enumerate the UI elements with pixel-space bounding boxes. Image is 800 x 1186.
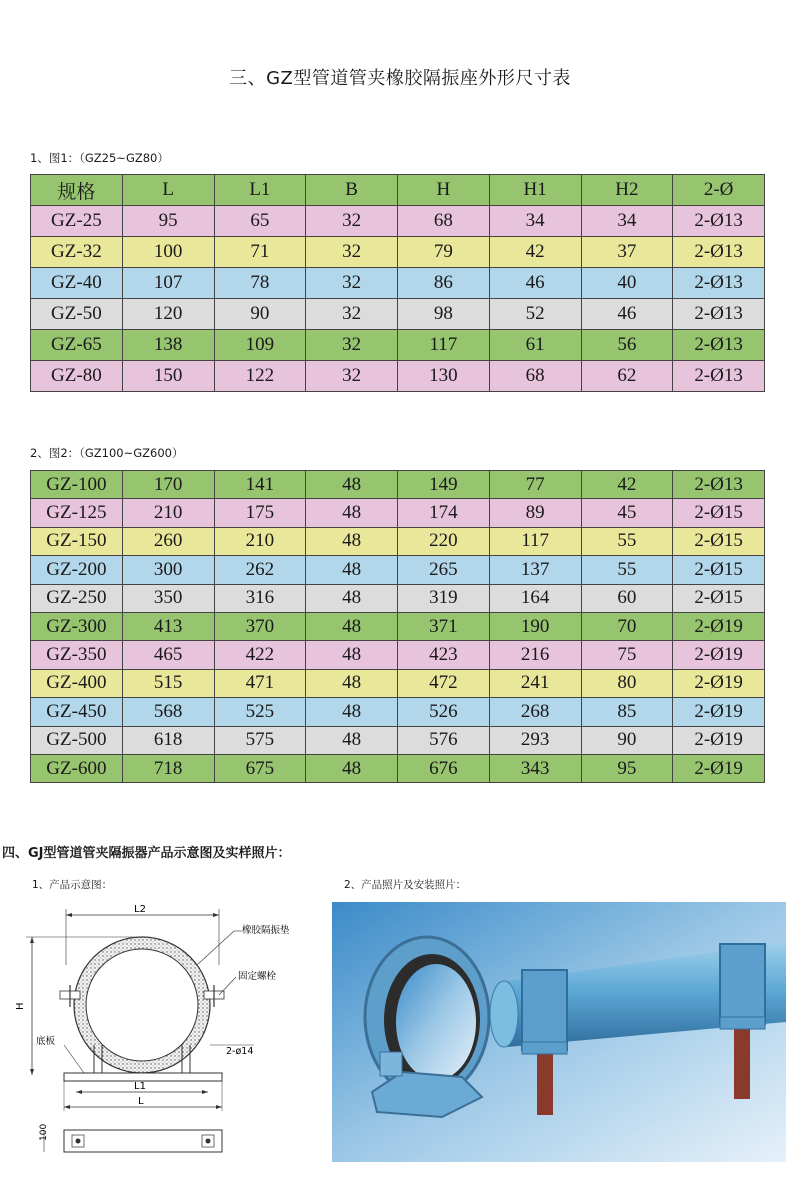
table-cell: 2-Ø13: [673, 268, 765, 299]
table-cell: 70: [581, 612, 673, 640]
spec-model-cell: GZ-32: [31, 237, 123, 268]
spec-model-cell: GZ-400: [31, 669, 123, 697]
base-plate-callout: 底板: [36, 1036, 56, 1047]
figure1-label: 1、图1：（GZ25~GZ80）: [30, 151, 169, 165]
table-cell: 90: [214, 299, 306, 330]
table-cell: 32: [306, 206, 398, 237]
table-cell: 2-Ø13: [673, 361, 765, 392]
rubber-pad-callout: 橡胶隔振垫: [242, 925, 290, 936]
header-cell: L: [122, 175, 214, 206]
table-cell: 2-Ø15: [673, 556, 765, 584]
table-cell: 2-Ø19: [673, 669, 765, 697]
table-row: [31, 698, 765, 726]
table-cell: 371: [398, 612, 490, 640]
table-cell: 350: [122, 584, 214, 612]
table-cell: 241: [489, 669, 581, 697]
table-cell: 300: [122, 556, 214, 584]
spec-model-cell: GZ-500: [31, 726, 123, 754]
table-row: [31, 641, 765, 669]
h-label: H: [15, 1002, 26, 1010]
table-cell: 2-Ø19: [673, 754, 765, 782]
table-cell: 48: [306, 612, 398, 640]
table-cell: 34: [489, 206, 581, 237]
table-cell: 37: [581, 237, 673, 268]
table-cell: 141: [214, 471, 306, 499]
table-row: [31, 527, 765, 555]
table-cell: 98: [398, 299, 490, 330]
table-cell: 2-Ø13: [673, 206, 765, 237]
spec-model-cell: GZ-250: [31, 584, 123, 612]
table-cell: 55: [581, 556, 673, 584]
table-cell: 293: [489, 726, 581, 754]
table-cell: 48: [306, 527, 398, 555]
table-cell: 40: [581, 268, 673, 299]
table-cell: 32: [306, 330, 398, 361]
table-cell: 210: [122, 499, 214, 527]
spec-model-cell: GZ-450: [31, 698, 123, 726]
table-cell: 32: [306, 237, 398, 268]
table-cell: 77: [489, 471, 581, 499]
table-cell: 164: [489, 584, 581, 612]
table-row: [31, 361, 765, 392]
spec-model-cell: GZ-100: [31, 471, 123, 499]
spec-model-cell: GZ-300: [31, 612, 123, 640]
header-cell: B: [306, 175, 398, 206]
table-cell: 2-Ø13: [673, 299, 765, 330]
table-row: [31, 556, 765, 584]
table-cell: 2-Ø19: [673, 612, 765, 640]
table-cell: 32: [306, 361, 398, 392]
hole-callout: 2-ø14: [226, 1046, 254, 1057]
table-cell: 413: [122, 612, 214, 640]
header-cell: 规格: [31, 175, 123, 206]
table-cell: 120: [122, 299, 214, 330]
table-cell: 150: [122, 361, 214, 392]
table-cell: 48: [306, 726, 398, 754]
schematic-label: 1、产品示意图：: [32, 879, 113, 891]
table-row: [31, 330, 765, 361]
table-cell: 2-Ø19: [673, 726, 765, 754]
figure2-label: 2、图2：（GZ100~GZ600）: [30, 446, 184, 460]
table-cell: 122: [214, 361, 306, 392]
l1-dimension: [76, 1081, 208, 1094]
table-cell: 2-Ø15: [673, 499, 765, 527]
table-cell: 107: [122, 268, 214, 299]
table-cell: 268: [489, 698, 581, 726]
table-cell: 718: [122, 754, 214, 782]
spec-table-2: [30, 470, 765, 783]
table-cell: 2-Ø19: [673, 641, 765, 669]
table-cell: 190: [489, 612, 581, 640]
table-cell: 216: [489, 641, 581, 669]
spec-model-cell: GZ-200: [31, 556, 123, 584]
table-cell: 61: [489, 330, 581, 361]
header-cell: 2-Ø: [673, 175, 765, 206]
table-cell: 130: [398, 361, 490, 392]
table-cell: 52: [489, 299, 581, 330]
table-cell: 265: [398, 556, 490, 584]
table-cell: 2-Ø15: [673, 527, 765, 555]
table-cell: 370: [214, 612, 306, 640]
table-cell: 46: [489, 268, 581, 299]
table-row: [31, 669, 765, 697]
spec-model-cell: GZ-65: [31, 330, 123, 361]
table-cell: 78: [214, 268, 306, 299]
table-cell: 86: [398, 268, 490, 299]
table-cell: 79: [398, 237, 490, 268]
header-cell: H1: [489, 175, 581, 206]
table-cell: 75: [581, 641, 673, 669]
base-plate: [64, 1073, 222, 1081]
table-cell: 2-Ø15: [673, 584, 765, 612]
table-cell: 100: [122, 237, 214, 268]
table-cell: 90: [581, 726, 673, 754]
table-row: [31, 206, 765, 237]
spec-model-cell: GZ-600: [31, 754, 123, 782]
table-row: [31, 237, 765, 268]
table-cell: 48: [306, 641, 398, 669]
table-cell: 85: [581, 698, 673, 726]
table-cell: 575: [214, 726, 306, 754]
spec-model-cell: GZ-80: [31, 361, 123, 392]
header-cell: H2: [581, 175, 673, 206]
table-cell: 343: [489, 754, 581, 782]
l2-label: L2: [134, 904, 146, 915]
table-cell: 80: [581, 669, 673, 697]
table-cell: 42: [489, 237, 581, 268]
table-cell: 34: [581, 206, 673, 237]
table-cell: 45: [581, 499, 673, 527]
product-photo: [332, 902, 786, 1162]
table-cell: 149: [398, 471, 490, 499]
table-cell: 55: [581, 527, 673, 555]
table-cell: 526: [398, 698, 490, 726]
table-cell: 48: [306, 471, 398, 499]
table-cell: 260: [122, 527, 214, 555]
spec-model-cell: GZ-125: [31, 499, 123, 527]
table-header-row: [31, 175, 765, 206]
spec-table-1: [30, 174, 765, 392]
table-cell: 56: [581, 330, 673, 361]
table-cell: 32: [306, 299, 398, 330]
table-cell: 515: [122, 669, 214, 697]
table-cell: 423: [398, 641, 490, 669]
table-cell: 138: [122, 330, 214, 361]
table-row: [31, 471, 765, 499]
table-cell: 525: [214, 698, 306, 726]
section4-title: 四、GJ型管道管夹隔振器产品示意图及实样照片：: [2, 846, 291, 861]
table-cell: 117: [398, 330, 490, 361]
plan-view: [64, 1130, 222, 1152]
l-label: L: [138, 1096, 144, 1107]
table-cell: 71: [214, 237, 306, 268]
table-cell: 170: [122, 471, 214, 499]
page-title: 三、GZ型管道管夹橡胶隔振座外形尺寸表: [229, 68, 571, 89]
table-row: [31, 299, 765, 330]
table-cell: 48: [306, 698, 398, 726]
spec-model-cell: GZ-25: [31, 206, 123, 237]
table-cell: 42: [581, 471, 673, 499]
table-cell: 676: [398, 754, 490, 782]
table-cell: 568: [122, 698, 214, 726]
table-cell: 46: [581, 299, 673, 330]
table-row: [31, 754, 765, 782]
table-row: [31, 726, 765, 754]
table-cell: 262: [214, 556, 306, 584]
table-cell: 117: [489, 527, 581, 555]
table-cell: 2-Ø13: [673, 471, 765, 499]
table-cell: 471: [214, 669, 306, 697]
table-cell: 65: [214, 206, 306, 237]
table-cell: 60: [581, 584, 673, 612]
photo-label: 2、产品照片及安装照片：: [344, 879, 467, 891]
table-cell: 422: [214, 641, 306, 669]
table-cell: 48: [306, 499, 398, 527]
l1-label: L1: [134, 1081, 146, 1092]
table-cell: 465: [122, 641, 214, 669]
dim-100-label: 100: [39, 1123, 49, 1141]
table-cell: 472: [398, 669, 490, 697]
table-row: [31, 268, 765, 299]
table-row: [31, 584, 765, 612]
table-cell: 675: [214, 754, 306, 782]
table-cell: 137: [489, 556, 581, 584]
table-cell: 95: [122, 206, 214, 237]
table-cell: 2-Ø19: [673, 698, 765, 726]
table-cell: 109: [214, 330, 306, 361]
table-cell: 174: [398, 499, 490, 527]
table-cell: 48: [306, 584, 398, 612]
table-cell: 48: [306, 754, 398, 782]
table-cell: 89: [489, 499, 581, 527]
table-cell: 576: [398, 726, 490, 754]
table-cell: 68: [398, 206, 490, 237]
table-cell: 48: [306, 669, 398, 697]
spec-model-cell: GZ-50: [31, 299, 123, 330]
table-cell: 95: [581, 754, 673, 782]
table-cell: 618: [122, 726, 214, 754]
table-cell: 32: [306, 268, 398, 299]
table-cell: 316: [214, 584, 306, 612]
spec-model-cell: GZ-350: [31, 641, 123, 669]
table-cell: 319: [398, 584, 490, 612]
table-cell: 68: [489, 361, 581, 392]
table-cell: 48: [306, 556, 398, 584]
table-cell: 220: [398, 527, 490, 555]
table-cell: 62: [581, 361, 673, 392]
table-cell: 2-Ø13: [673, 237, 765, 268]
clamp-sample: [365, 937, 489, 1117]
table-cell: 2-Ø13: [673, 330, 765, 361]
table-cell: 210: [214, 527, 306, 555]
bolt-callout: 固定螺栓: [238, 971, 277, 982]
header-cell: L1: [214, 175, 306, 206]
table-row: [31, 612, 765, 640]
spec-model-cell: GZ-150: [31, 527, 123, 555]
product-schematic: [14, 895, 324, 1165]
spec-model-cell: GZ-40: [31, 268, 123, 299]
table-row: [31, 499, 765, 527]
header-cell: H: [398, 175, 490, 206]
table-cell: 175: [214, 499, 306, 527]
